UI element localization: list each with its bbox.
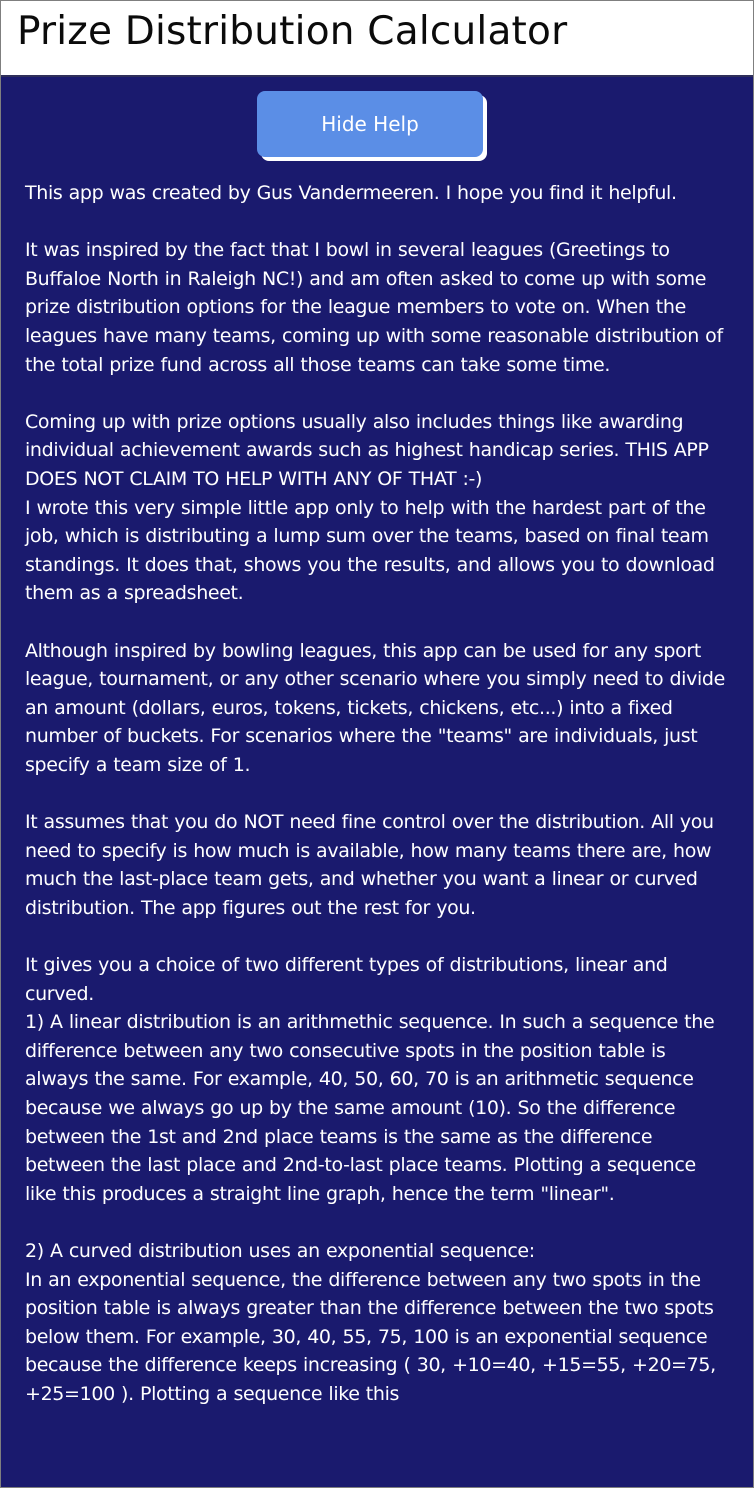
app-header — [1, 1, 753, 77]
help-paragraph: It gives you a choice of two different types of distributions, linear and curved. 1) A linear distribution is an arithmethic sequence. In such a sequence the difference between any two consecutive spots in the position table is always the same. For example, 40, 50, 60, 70 is an arithmetic sequence because we always go up by the same amount (10). So the difference between the 1st and 2nd place teams is the same as the difference between the last place and 2nd-to-last place teams. Plotting a sequence like this produces a straight line graph, hence the term "linear". — [25, 954, 715, 1205]
help-text-panel — [25, 179, 725, 1437]
help-paragraph: 2) A curved distribution uses an exponential sequence: In an exponential sequence, the difference between any two spots in the position table is always greater than the difference between the two spots below them. For example, 30, 40, 55, 75, 100 is an exponential sequence because the difference keeps increasing ( 30, +10=40, +15=55, +20=75, +25=100 ). Plotting a sequence like this — [25, 1239, 716, 1405]
page-title: Prize Distribution Calculator — [17, 9, 568, 54]
help-paragraph: Although inspired by bowling leagues, this app can be used for any sport league, tournament, or any other scenario where you simply need to divide an amount (dollars, euros, tokens, tickets, chickens, etc...) into a fixed number of buckets. For scenarios where the "teams" are individuals, just specify a team size of 1. — [25, 639, 725, 776]
help-paragraph: It assumes that you do NOT need fine control over the distribution. All you need to specify is how much is available, how many teams there are, how much the last-place team gets, and whether you want a linear or curved distribution. The app figures out the rest for you. — [25, 811, 714, 919]
help-paragraph: It was inspired by the fact that I bowl in several leagues (Greetings to Buffaloe North in Raleigh NC!) and am often asked to come up with some prize distribution options for the league members to vote on. When the leagues have many teams, coming up with some reasonable distribution of the total prize fund across all those teams can take some time. — [25, 239, 723, 376]
help-paragraph: This app was created by Gus Vandermeeren. I hope you find it helpful. — [25, 182, 677, 204]
help-paragraph: Coming up with prize options usually also includes things like awarding individual achievement awards such as highest handicap series. THIS APP DOES NOT CLAIM TO HELP WITH ANY OF THAT :-) I wrote this very simple little app only to help with the hardest part of the job, which is distributing a lump sum over the teams, based on final team standings. It does that, shows you the results, and allows you to download them as a spreadsheet. — [25, 410, 715, 605]
hide-help-button[interactable]: Hide Help — [257, 91, 483, 157]
